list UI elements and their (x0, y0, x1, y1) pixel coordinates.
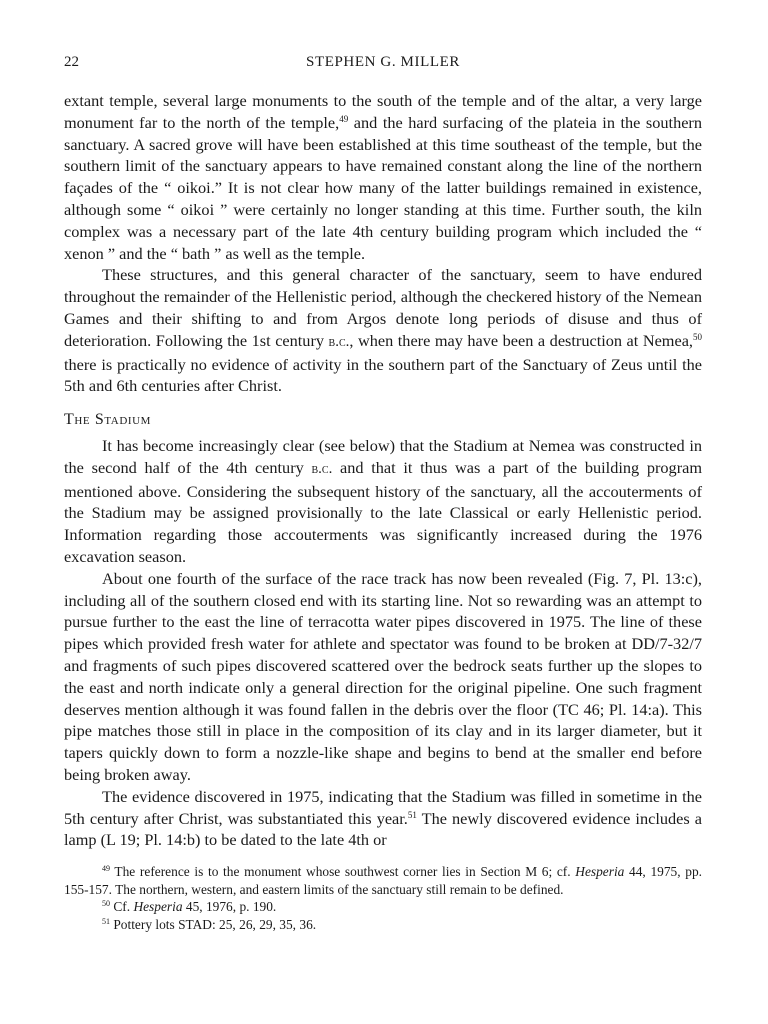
footnote-ref-49[interactable]: 49 (339, 113, 349, 124)
section-heading: The Stadium (64, 411, 152, 429)
paragraph-3: It has become increasingly clear (see below) that the Stadium at Nemea was constructed in the second half of the 4th century b.c. and that it thus was a part of the building program mentioned above. Considering the subsequent history of the sanctuary, all the accouterments of the Stadium may be assigned provisionally to the late Classical or early Hellenistic period. Information regarding those accouterments was significantly increased during the 1976 excavation season. (64, 435, 703, 566)
footnote-ref-50[interactable]: 50 (693, 331, 702, 342)
page-number: 22 (64, 54, 79, 70)
footnote-51: $^{51}$ Pottery lots STAD: 25, 26, 29, 35, 36. (102, 916, 317, 932)
footnote-49: $^{49}$ The reference is to the monument whose southwest corner lies in Section M 6; cf. Hesperia 44, 1975, pp. 155-157. The northern, western, and eastern limits of the sanctuary still remain to be defined. (64, 864, 702, 897)
body-text (64, 90, 702, 851)
page-header (64, 52, 702, 76)
running-head: STEPHEN G. MILLER (306, 54, 460, 70)
paragraph-1: extant temple, several large monuments to the south of the temple and of the altar, a very large monument far to the north of the temple,$^{49}$ and the hard surfacing of the plateia in the southern sanctuary. A sacred grove will have been established at this time southeast of the temple, but the southern limit of the sanctuary appears to have remained constant along the line of the northern façades of the “ oikoi.” It is not clear how many of the latter buildings remained in existence, although some “ oikoi ” were certainly no longer standing at this time. Further south, the kiln complex was a necessary part of the late 4th century building program which included the “ xenon ” and the “ bath ” as well as the temple. (64, 91, 702, 263)
paragraph-2: These structures, and this general character of the sanctuary, seem to have endured throughout the remainder of the Hellenistic period, although the checkered history of the Nemean Games and their shifting to and from Argos denote long periods of disuse and thus of deterioration. Following the 1st century b.c., when there may have been a destruction at Nemea,$^{50}$ there is practically no evidence of activity in the southern part of the Sanctuary of Zeus until the 5th and 6th centuries after Christ. (64, 265, 702, 396)
paragraph-4: About one fourth of the surface of the race track has now been revealed (Fig. 7, Pl. 13:c), including all of the southern closed end with its starting line. Not so rewarding was an attempt to pursue further to the east the line of terracotta water pipes discovered in 1975. The line of these pipes which provided fresh water for athlete and spectator was found to be broken at DD/7-32/7 and fragments of such pipes discovered scattered over the bedrock seats further up the slopes to the east and north indicate only a general direction for the original pipeline. One such fragment deserves mention although it was found fallen in the debris over the floor (TC 46; Pl. 14:a). This pipe matches those still in place in the composition of its clay and in its larger diameter, but it tapers quickly down to form a nozzle-like shape and begins to bend at the smaller end before being broken away. (64, 568, 702, 784)
paragraph-5: The evidence discovered in 1975, indicating that the Stadium was filled in sometime in the 5th century after Christ, was substantiated this year.$^{51}$ The newly discovered evidence includes a lamp (L 19; Pl. 14:b) to be dated to the late 4th or (64, 786, 702, 850)
footnote-50: $^{50}$ Cf. Hesperia 45, 1976, p. 190. (102, 899, 277, 915)
footnotes (64, 863, 702, 933)
footnote-ref-51[interactable]: 51 (407, 809, 417, 820)
page (64, 52, 702, 933)
